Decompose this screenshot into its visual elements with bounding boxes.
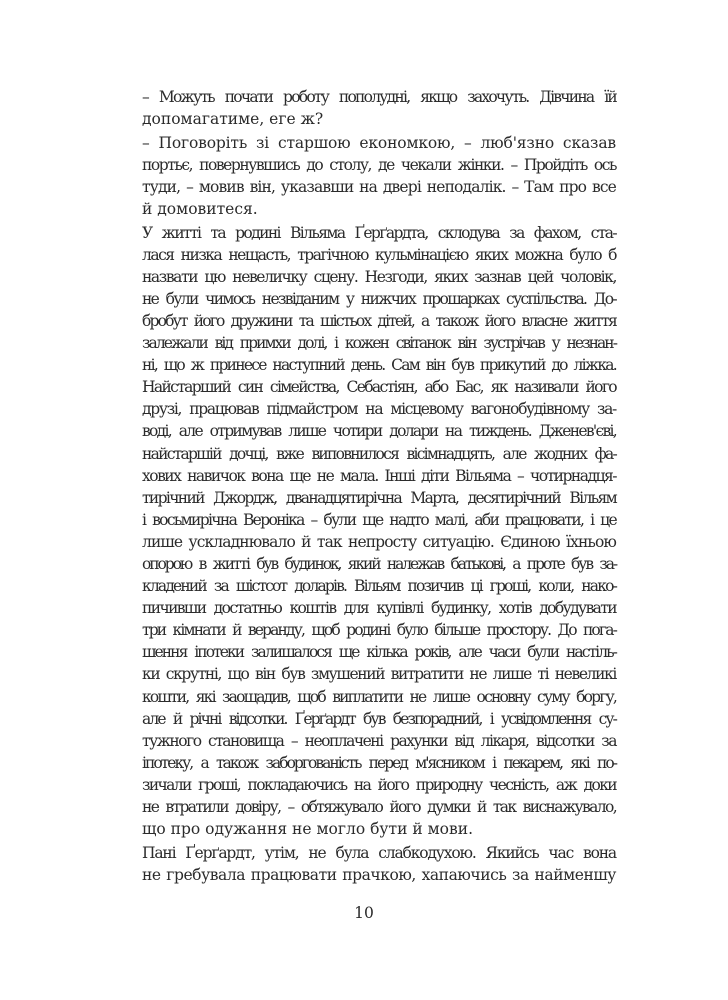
book-page-text xyxy=(116,86,616,887)
text-line: хових навичок вона ще не мала. Інші діти Вільяма – чотирнадця- xyxy=(142,466,616,485)
text-line: не втратили довіру, – обтяжувало його думки й так виснажувало, xyxy=(142,798,616,816)
text-line: лася низка нещасть, трагічною кульмінацією яких можна було б xyxy=(142,245,616,264)
text-line: воді, але отримував лише чотири долари на тиждень. Дженев'єві, xyxy=(142,422,616,441)
text-line: й домовитеся. xyxy=(142,199,258,218)
page-number: 10 xyxy=(354,904,374,922)
text-line: кошти, які заощадив, щоб виплатити не лише основну суму боргу, xyxy=(142,687,616,706)
paragraph-2 xyxy=(116,132,616,220)
text-line: друзі, працював підмайстром на місцевому вагонобудівному за- xyxy=(142,400,616,419)
text-line: пичивши достатньо коштів для купівлі будинку, хотів добудувати xyxy=(142,599,616,618)
text-line: лише ускладнювало й так непросту ситуацію. Єдиною їхньою xyxy=(142,532,616,551)
paragraph-3 xyxy=(116,222,616,841)
paragraph-4 xyxy=(116,842,616,886)
text-line: портьє, повернувшись до столу, де чекали жінки. – Пройдіть ось xyxy=(142,155,616,174)
text-line: але й річні відсотки. Ґерґардт був безпорадний, і усвідомлення су- xyxy=(142,709,616,728)
text-line: три кімнати й веранду, щоб родині було більше простору. До пога- xyxy=(142,621,616,640)
text-line: У житті та родині Вільяма Ґерґардта, склодува за фахом, ста- xyxy=(142,223,616,242)
text-line: тужного становища – неоплачені рахунки від лікаря, відсотки за xyxy=(142,731,616,750)
text-line: шення іпотеки залишалося ще кілька років, але часи були настіль- xyxy=(142,643,616,662)
text-line: не були чимось незвіданим у нижчих прошарках суспільства. До- xyxy=(142,289,616,308)
text-line: допомагатиме, еге ж? xyxy=(142,110,324,129)
text-line: Пані Ґерґардт, утім, не була слабкодухою. Якийсь час вона xyxy=(142,843,616,862)
text-line: – Можуть почати роботу пополудні, якщо захочуть. Дівчина їй xyxy=(142,88,616,106)
text-line: залежали від примхи долі, і кожен світанок він зустрічав у незнан- xyxy=(142,334,616,353)
text-line: Найстарший син сімейства, Себастіян, або Бас, як називали його xyxy=(142,378,616,397)
text-line: туди, – мовив він, указавши на двері неподалік. – Там про все xyxy=(142,177,616,196)
text-line: не гребувала працювати прачкою, хапаючись за найменшу xyxy=(142,865,616,884)
text-line: кладений за шістсот доларів. Вільям позичив ці гроші, коли, нако- xyxy=(142,577,616,596)
text-line: бробут його дружини та шістьох дітей, а також його власне життя xyxy=(142,311,616,330)
text-line: – Поговоріть зі старшою економкою, – люб'язно сказав xyxy=(142,133,616,152)
text-line: ки скрутні, що він був змушений витратити не лише ті невеликі xyxy=(142,665,616,684)
text-line: іпотеку, а також заборгованість перед м'ясником і пекарем, які по- xyxy=(142,753,616,772)
paragraph-1 xyxy=(116,86,616,130)
text-line: зичали гроші, покладаючись на його природну чесність, аж доки xyxy=(142,775,616,794)
text-line: найстаршій дочці, вже виповнилося вісімнадцять, але жодних фа- xyxy=(142,444,616,463)
text-line: тирічний Джордж, дванадцятирічна Марта, десятирічний Вільям xyxy=(142,488,616,507)
text-line: і восьмирічна Вероніка – були ще надто малі, аби працювати, і це xyxy=(142,510,616,529)
text-line: що про одужання не могло бути й мови. xyxy=(142,820,474,839)
text-line: назвати цю невеличку сцену. Незгоди, яких зазнав цей чоловік, xyxy=(142,267,616,286)
text-line: ні, що ж принесе наступний день. Сам він був прикутий до ліжка. xyxy=(142,356,616,375)
text-line: опорою в житті був будинок, який належав батькові, а проте був за- xyxy=(142,554,616,573)
